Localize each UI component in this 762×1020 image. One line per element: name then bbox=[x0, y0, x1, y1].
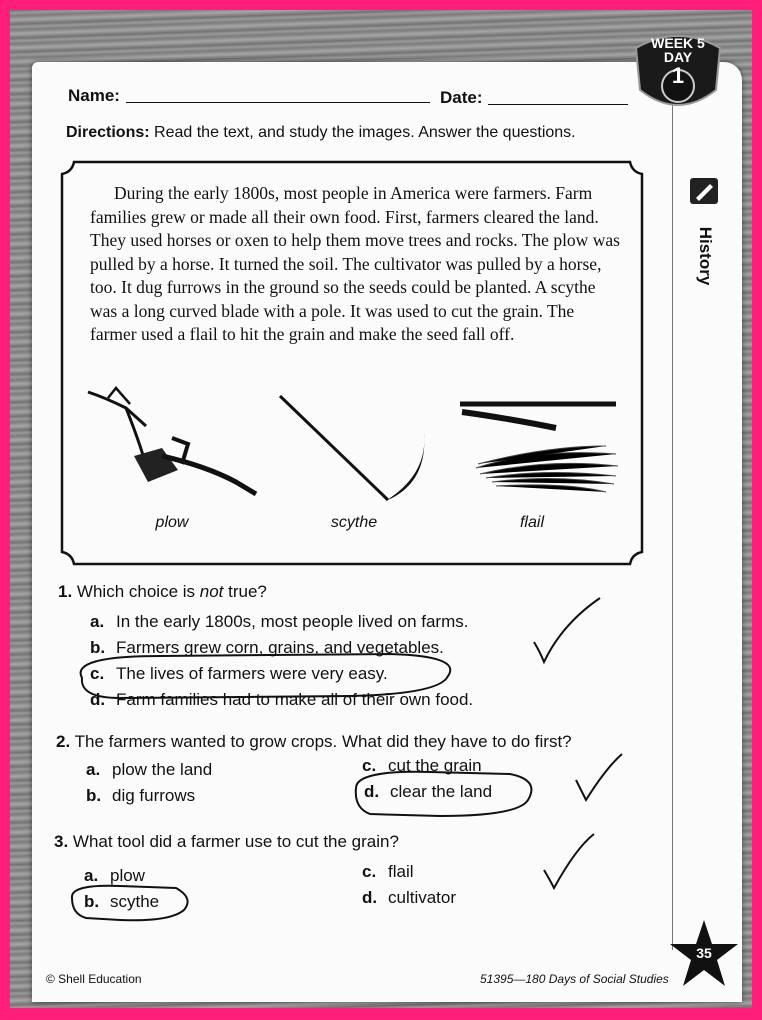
question-emphasis: not bbox=[199, 582, 224, 601]
q2-option-d[interactable] bbox=[364, 782, 492, 802]
question-text: The farmers wanted to grow crops. What did they have to do first? bbox=[74, 732, 572, 751]
badge-day: DAY bbox=[663, 49, 693, 65]
date-field[interactable] bbox=[488, 104, 628, 105]
question-text-end: true? bbox=[223, 582, 267, 601]
question-1 bbox=[58, 582, 267, 602]
footer-book-title: 51395—180 Days of Social Studies bbox=[480, 972, 669, 986]
passage-line: During the early 1800s, most people in America were farmers. bbox=[114, 183, 551, 203]
option-letter: b. bbox=[90, 638, 106, 657]
page-number: 35 bbox=[696, 945, 712, 961]
option-text: In the early 1800s, most people lived on farms. bbox=[116, 612, 469, 631]
passage-line: trees and rocks. The plow was pulled by a horse. It turned the bbox=[90, 230, 620, 274]
question-number: 3. bbox=[54, 832, 69, 851]
q2-option-a[interactable] bbox=[86, 760, 212, 780]
option-letter: b. bbox=[86, 786, 102, 805]
badge-week: WEEK 5 bbox=[651, 35, 705, 51]
reading-passage bbox=[90, 182, 620, 347]
option-letter: a. bbox=[84, 866, 99, 885]
passage-line: soil. The cultivator was pulled by a horse, too. It dug furrows in bbox=[90, 253, 602, 297]
option-letter: d. bbox=[90, 690, 106, 709]
directions-text: Read the text, and study the images. Answer the questions. bbox=[154, 124, 576, 141]
option-text: dig furrows bbox=[112, 786, 196, 805]
badge-day-number: 1 bbox=[671, 63, 685, 88]
q2-option-b[interactable] bbox=[86, 786, 195, 806]
scythe-icon bbox=[278, 392, 458, 512]
option-text: Farm families had to make all of their own food. bbox=[116, 690, 474, 709]
date-label: Date: bbox=[440, 88, 483, 107]
question-number: 2. bbox=[56, 732, 71, 751]
passage-line: the ground so the seeds could be planted. A scythe was a long bbox=[90, 277, 596, 321]
option-letter: c. bbox=[90, 664, 105, 683]
option-text: clear the land bbox=[390, 782, 493, 801]
subject-tab-label: History bbox=[696, 226, 715, 286]
option-letter: a. bbox=[86, 760, 101, 779]
q3-option-a[interactable] bbox=[84, 866, 145, 886]
flail-caption: flail bbox=[519, 514, 544, 531]
week-day-badge bbox=[638, 36, 718, 88]
option-letter: b. bbox=[84, 892, 100, 911]
option-text: plow bbox=[110, 866, 145, 885]
passage-line: Farm families grew or made all their own food. First, farmers bbox=[90, 183, 593, 227]
sidebar-divider bbox=[672, 80, 673, 950]
flail-icon bbox=[456, 388, 626, 508]
q1-option-a[interactable] bbox=[90, 612, 468, 632]
question-2 bbox=[56, 732, 572, 752]
option-letter: d. bbox=[364, 782, 380, 801]
footer-publisher: © Shell Education bbox=[46, 972, 142, 986]
option-text: flail bbox=[388, 862, 414, 881]
q1-option-c[interactable] bbox=[90, 664, 388, 684]
option-text: cultivator bbox=[388, 888, 457, 907]
name-field[interactable] bbox=[126, 102, 430, 103]
passage-line: used a flail to hit the grain and make the seed fall off. bbox=[141, 324, 515, 344]
option-text: Farmers grew corn, grains, and vegetables. bbox=[116, 638, 444, 657]
directions bbox=[66, 124, 576, 142]
q3-option-d[interactable] bbox=[362, 888, 456, 908]
question-number: 1. bbox=[58, 582, 73, 601]
passage-line: curved blade with a pole. It was used to cut the grain. The farmer bbox=[90, 300, 575, 344]
q1-option-b[interactable] bbox=[90, 638, 444, 658]
option-letter: c. bbox=[362, 756, 377, 775]
q1-option-d[interactable] bbox=[90, 690, 473, 710]
option-text: scythe bbox=[110, 892, 160, 911]
name-label: Name: bbox=[68, 86, 120, 105]
option-letter: c. bbox=[362, 862, 377, 881]
option-letter: a. bbox=[90, 612, 105, 631]
question-3 bbox=[54, 832, 399, 852]
plow-icon bbox=[86, 386, 266, 506]
directions-label: Directions: bbox=[66, 124, 150, 141]
question-text: Which choice is bbox=[76, 582, 200, 601]
q3-option-c[interactable] bbox=[362, 862, 414, 882]
q2-option-c[interactable] bbox=[362, 756, 482, 776]
photo-frame bbox=[10, 10, 752, 1008]
question-text: What tool did a farmer use to cut the grain? bbox=[72, 832, 399, 851]
option-text: plow the land bbox=[112, 760, 213, 779]
option-text: The lives of farmers were very easy. bbox=[116, 664, 388, 683]
q3-option-b[interactable] bbox=[84, 892, 159, 912]
passage-line: cleared the land. They used horses or oxen to help them move bbox=[90, 206, 599, 250]
scythe-caption: scythe bbox=[330, 514, 378, 531]
option-text: cut the grain bbox=[388, 756, 482, 775]
option-letter: d. bbox=[362, 888, 378, 907]
plow-caption: plow bbox=[155, 514, 189, 531]
